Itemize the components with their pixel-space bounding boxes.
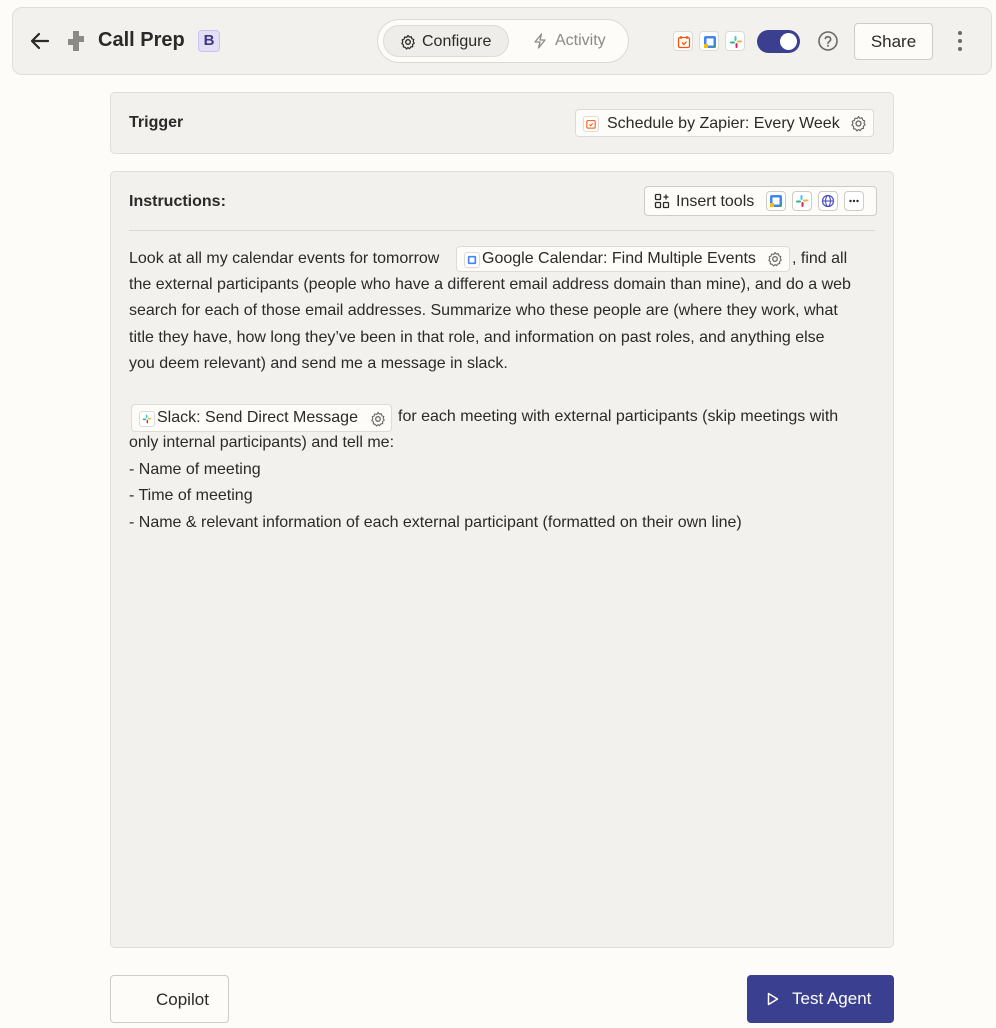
slack-icon [725,31,745,51]
tab-configure-label: Configure [422,33,492,50]
google-calendar-chip[interactable] [456,246,790,272]
instruction-text: only internal participants) and tell me: [129,434,395,451]
kebab-icon[interactable] [950,28,970,54]
test-agent-label: Test Agent [792,989,872,1008]
share-button[interactable]: Share [854,23,933,60]
trigger-chip[interactable] [575,109,874,137]
bolt-icon [532,33,548,49]
arrow-left-icon[interactable] [27,28,53,54]
schedule-icon [673,31,693,51]
instruction-text: you deem relevant) and send me a message in slack. [129,355,508,372]
trigger-label: Trigger [129,114,184,131]
slack-icon [139,411,155,427]
trigger-panel [110,92,894,154]
slack-chip-label: Slack: Send Direct Message [157,409,358,426]
tab-switcher [377,19,629,63]
copilot-button[interactable] [110,975,229,1023]
instruction-text: , find all [792,250,848,267]
instructions-panel [110,171,894,948]
test-agent-button[interactable] [747,975,894,1023]
copilot-label: Copilot [156,990,209,1009]
instruction-text: - Name of meeting [129,461,261,478]
insert-tools-label: Insert tools [676,193,755,210]
gear-icon [400,34,416,50]
instruction-text: - Time of meeting [129,487,253,504]
more-icon[interactable] [844,191,864,211]
slack-chip[interactable] [131,404,392,432]
slack-icon[interactable] [792,191,812,211]
instruction-text: search for each of those email addresses. Summarize who these people are (where they work, what [129,302,838,319]
tab-configure[interactable] [383,25,509,57]
gear-icon[interactable] [767,251,783,267]
grid-plus-icon [654,193,670,209]
agent-toggle[interactable] [757,30,800,53]
gear-icon[interactable] [370,411,386,427]
globe-icon[interactable] [818,191,838,211]
instructions-label: Instructions: [129,193,226,210]
google-calendar-icon [464,252,480,268]
gear-icon[interactable] [850,115,867,132]
tab-activity[interactable] [518,25,622,57]
instruction-text: - Name & relevant information of each external participant (formatted on their own line) [129,514,742,531]
insert-tools-button[interactable] [644,186,877,216]
toggle-knob [780,33,797,50]
trigger-chip-label: Schedule by Zapier: Every Week [607,115,840,132]
play-icon [767,992,779,1006]
google-calendar-icon [699,31,719,51]
zap-puzzle-icon [64,29,88,53]
google-calendar-icon[interactable] [766,191,786,211]
instruction-text: the external participants (people who have a different email address domain than mine), and do a web [129,276,851,293]
instruction-text: title they have, how long they’ve been in that role, and information on past roles, and anything else [129,329,825,346]
help-circle-icon[interactable] [817,30,839,52]
schedule-icon [583,116,599,132]
tab-activity-label: Activity [555,32,606,49]
agent-badge: B [198,30,220,52]
instruction-text: for each meeting with external participants (skip meetings with [398,408,839,425]
divider [129,230,875,231]
instruction-text: Look at all my calendar events for tomorrow [129,250,440,267]
top-bar [12,7,992,75]
agent-title: Call Prep [98,29,185,51]
google-calendar-chip-label: Google Calendar: Find Multiple Events [482,250,756,267]
